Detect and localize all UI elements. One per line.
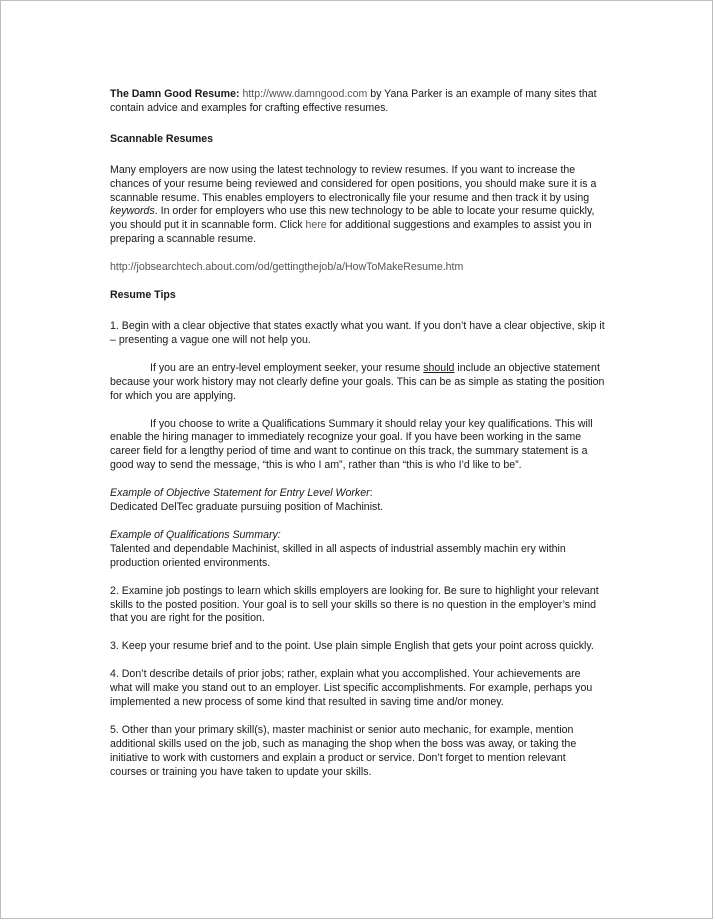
document-body (110, 88, 605, 780)
entry-level-text-b: include an objective statement because your work history may not clearly define your goals. This can be as simple as stating the position for which you are applying. (110, 361, 605, 402)
jobsearchtech-link[interactable]: http://jobsearchtech.about.com/od/gettingthejob/a/HowToMakeResume.htm (110, 261, 464, 274)
intro-text: by Yana Parker is an example of many sites that contain advice and examples for crafting effective resumes. (110, 88, 597, 114)
tip-1: 1. Begin with a clear objective that states exactly what you want. If you don’t have a clear objective, skip it – presenting a vague one will not help you. (110, 319, 605, 346)
tip-1-qualifications-paragraph: If you choose to write a Qualifications Summary it should relay your key qualifications. This will enable the hiring manager to immediately recognize your goal. If you have been working in the same career field for a lengthy period of time and want to continue on this track, the summary statement is a good way to send the message, “this is who I am”, rather than “this is who I’d like to be”. (110, 417, 593, 472)
example-2-text: Talented and dependable Machinist, skilled in all aspects of industrial assembly machin ery within production oriented environments. (110, 542, 566, 569)
tip-1-entry-level-paragraph (110, 362, 605, 404)
example-2-label (110, 529, 605, 543)
intro-paragraph (110, 88, 605, 116)
example-1-label-text: Example of Objective Statement for Entry Level Worker (110, 487, 370, 500)
should-text: should (423, 361, 455, 374)
scannable-text-b: . In order for employers who use this new technology to be able to locate your resume quickly, you should put it in scannable form. Click (110, 205, 595, 232)
scannable-text-a: Many employers are now using the latest technology to review resumes. If you want to increase the chances of your resume being reviewed and considered for open positions, you should make sure it is a scannable resume. This enables employers to electronically file your resume and then track it by using (110, 163, 597, 204)
damngood-link[interactable]: http://www.damngood.com (242, 88, 368, 100)
entry-level-text-a: If you are an entry-level employment seeker, your resume (150, 361, 424, 374)
keywords-text: keywords (110, 205, 155, 218)
scannable-text-c: for additional suggestions and examples to assist you in preparing a scannable resume. (110, 219, 592, 246)
tip-5: 5. Other than your primary skill(s), master machinist or senior auto mechanic, for example, mention additional skills used on the job, such as managing the shop when the boss was away, or taking the initiative to work with customers and explain a product or service. Don’t forget to mention relevant courses or training you have taken to update your skills. (110, 724, 577, 778)
tip-3: 3. Keep your resume brief and to the point. Use plain simple English that gets your point across quickly. (110, 640, 594, 653)
example-2-label-text: Example of Qualifications Summary: (110, 528, 281, 541)
here-link[interactable]: here (305, 219, 327, 232)
resume-tips-heading: Resume Tips (110, 289, 176, 302)
example-1-text: Dedicated DelTec graduate pursuing position of Machinist. (110, 501, 384, 514)
tip-4: 4. Don’t describe details of prior jobs; rather, explain what you accomplished. Your achievements are what will make you stand out to an employer. List specific accomplishments. For example, perhaps you implemented a new process of some kind that resulted in saving time and/or money. (110, 668, 593, 709)
example-1-colon: : (369, 487, 373, 500)
tip-2: 2. Examine job postings to learn which skills employers are looking for. Be sure to highlight your relevant skills to the posted position. Your goal is to sell your skills so there is no question in the employer’s mind that you are right for the position. (110, 584, 599, 625)
scannable-paragraph (110, 164, 605, 247)
scannable-heading: Scannable Resumes (110, 132, 214, 145)
example-1-label (110, 487, 605, 501)
intro-title: The Damn Good Resume: (110, 88, 240, 100)
